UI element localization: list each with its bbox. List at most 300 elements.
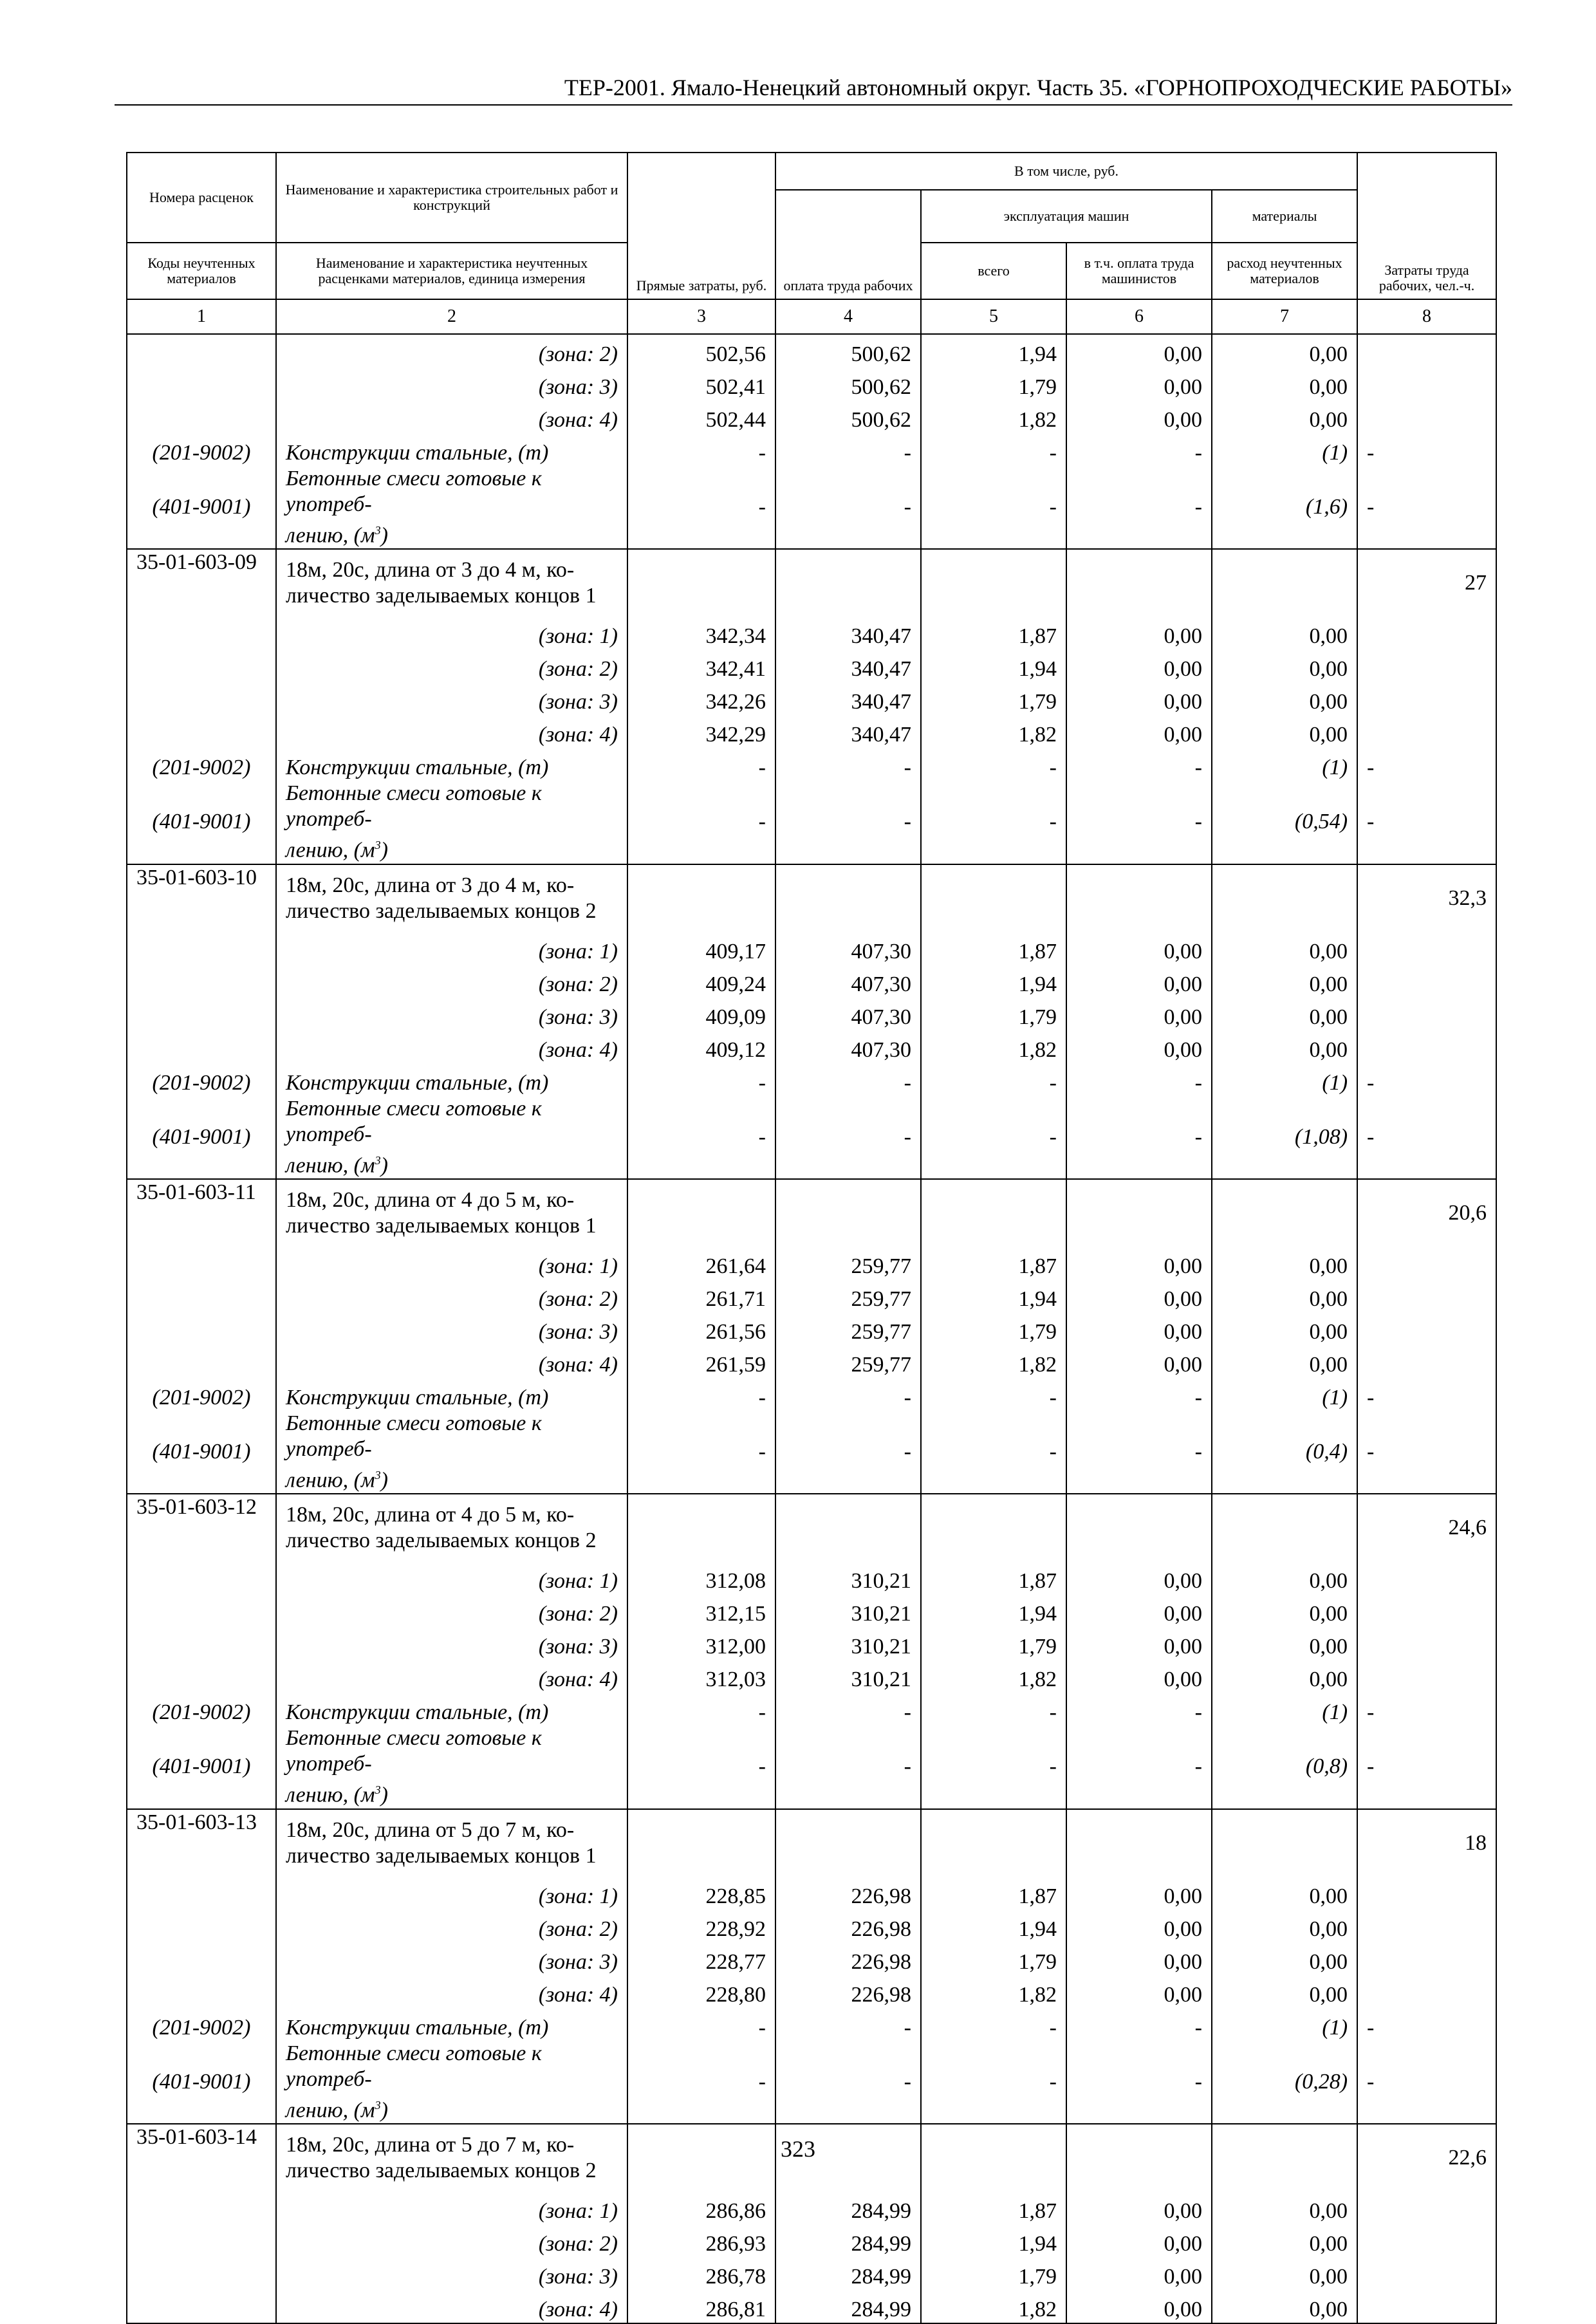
worker-pay-value: 284,99 <box>775 2224 921 2257</box>
zone-row <box>127 400 1496 433</box>
col-uncounted-codes: Коды неучтенных материалов <box>127 243 276 299</box>
direct-costs-value: 261,59 <box>627 1345 775 1378</box>
empty-cell <box>1212 549 1357 617</box>
resource-code: (201-9002) <box>127 1063 276 1096</box>
empty-cell <box>127 2290 276 2323</box>
zone-row <box>127 2224 1496 2257</box>
zone-row <box>127 2290 1496 2323</box>
labor-cost: 27 <box>1357 549 1496 617</box>
rate-title-row <box>127 1494 1496 1561</box>
rate-description-line: личество заделываемых концов 2 <box>286 2158 597 2182</box>
zone-row <box>127 334 1496 367</box>
materials-value: 0,00 <box>1212 1279 1357 1312</box>
resource-row-steel <box>127 2008 1496 2041</box>
operator-pay-value: 0,00 <box>1066 1594 1212 1627</box>
operator-pay-value: 0,00 <box>1066 617 1212 649</box>
resource-dash: - <box>1357 781 1496 864</box>
worker-pay-value: 259,77 <box>775 1247 921 1279</box>
resource-unit-exponent: 3 <box>375 1153 381 1167</box>
resource-name <box>276 2041 627 2124</box>
column-number: 8 <box>1357 299 1496 334</box>
worker-pay-value: 226,98 <box>775 1942 921 1975</box>
direct-costs-value: 261,64 <box>627 1247 775 1279</box>
resource-dash: - <box>775 433 921 466</box>
resource-code: (201-9002) <box>127 1693 276 1725</box>
worker-pay-value: 407,30 <box>775 932 921 965</box>
rate-description-line: личество заделываемых концов 2 <box>286 1529 597 1553</box>
column-number: 1 <box>127 299 276 334</box>
resource-dash: - <box>1066 2041 1212 2124</box>
machine-total-value: 1,94 <box>921 1279 1066 1312</box>
rate-code: 35-01-603-14 <box>127 2124 276 2191</box>
resource-dash: - <box>627 2008 775 2041</box>
machine-total-value: 1,87 <box>921 617 1066 649</box>
machine-total-value: 1,87 <box>921 1877 1066 1910</box>
page-number: 323 <box>781 2136 815 2162</box>
zone-label: (зона: 4) <box>276 1345 627 1378</box>
resource-dash: - <box>921 433 1066 466</box>
header-rule <box>115 104 1512 106</box>
resource-dash: - <box>921 1693 1066 1725</box>
resource-unit-text: лению, (м <box>286 1468 375 1492</box>
operator-pay-value: 0,00 <box>1066 1627 1212 1660</box>
resource-unit-close: ) <box>380 523 388 548</box>
operator-pay-value: 0,00 <box>1066 1877 1212 1910</box>
worker-pay-value: 407,30 <box>775 965 921 998</box>
rate-title-row <box>127 1809 1496 1877</box>
zone-row <box>127 1975 1496 2008</box>
resource-row-steel <box>127 433 1496 466</box>
operator-pay-value: 0,00 <box>1066 2257 1212 2290</box>
empty-cell <box>1357 1561 1496 1594</box>
machine-total-value: 1,79 <box>921 1942 1066 1975</box>
resource-row-concrete <box>127 466 1496 549</box>
zone-label: (зона: 3) <box>276 2257 627 2290</box>
machine-total-value: 1,87 <box>921 1561 1066 1594</box>
resource-name-line <box>286 1777 618 1808</box>
col-uncounted-names: Наименование и характеристика неучтенных расценками материалов, единица измерения <box>276 243 627 299</box>
materials-value: 0,00 <box>1212 617 1357 649</box>
resource-dash: - <box>921 781 1066 864</box>
resource-dash: - <box>1066 466 1212 549</box>
resource-dash: - <box>1066 1693 1212 1725</box>
resource-dash: - <box>1066 781 1212 864</box>
resource-row-steel <box>127 748 1496 781</box>
zone-label: (зона: 4) <box>276 715 627 748</box>
zone-row <box>127 715 1496 748</box>
resource-unit-exponent: 3 <box>375 1783 381 1797</box>
materials-value: 0,00 <box>1212 1660 1357 1693</box>
empty-cell <box>127 1627 276 1660</box>
zone-row <box>127 1247 1496 1279</box>
empty-cell <box>1357 1910 1496 1942</box>
empty-cell <box>627 549 775 617</box>
empty-cell <box>127 1910 276 1942</box>
direct-costs-value: 502,41 <box>627 367 775 400</box>
operator-pay-value: 0,00 <box>1066 998 1212 1030</box>
zone-label: (зона: 3) <box>276 1627 627 1660</box>
empty-cell <box>127 1030 276 1063</box>
rate-description <box>276 864 627 932</box>
empty-cell <box>127 649 276 682</box>
empty-cell <box>775 1494 921 1561</box>
resource-dash: - <box>775 1378 921 1411</box>
materials-value: 0,00 <box>1212 1975 1357 2008</box>
col-labor: Затраты труда рабочих, чел.-ч. <box>1357 153 1496 299</box>
empty-cell <box>1066 1494 1212 1561</box>
column-number: 5 <box>921 299 1066 334</box>
rate-description-line: 18м, 20с, длина от 5 до 7 м, ко- <box>286 1817 575 1842</box>
resource-name-line: Бетонные смеси готовые к употреб- <box>286 2041 542 2091</box>
resource-quantity: (1) <box>1212 2008 1357 2041</box>
machine-total-value: 1,79 <box>921 1312 1066 1345</box>
operator-pay-value: 0,00 <box>1066 649 1212 682</box>
materials-value: 0,00 <box>1212 1910 1357 1942</box>
rates-table <box>126 152 1497 2324</box>
col-worker-pay: оплата труда рабочих <box>775 190 921 299</box>
empty-cell <box>1212 1494 1357 1561</box>
empty-cell <box>775 549 921 617</box>
empty-cell <box>1357 1975 1496 2008</box>
resource-name-line: Бетонные смеси готовые к употреб- <box>286 467 542 516</box>
resource-dash: - <box>1066 433 1212 466</box>
resource-code: (201-9002) <box>127 748 276 781</box>
worker-pay-value: 310,21 <box>775 1660 921 1693</box>
resource-dash: - <box>921 466 1066 549</box>
zone-label: (зона: 2) <box>276 1910 627 1942</box>
zone-row <box>127 1627 1496 1660</box>
machine-total-value: 1,82 <box>921 2290 1066 2323</box>
rate-description-line: 18м, 20с, длина от 5 до 7 м, ко- <box>286 2132 575 2157</box>
materials-value: 0,00 <box>1212 1030 1357 1063</box>
zone-row <box>127 1594 1496 1627</box>
machine-total-value: 1,87 <box>921 1247 1066 1279</box>
rate-description-line: 18м, 20с, длина от 3 до 4 м, ко- <box>286 558 575 582</box>
materials-value: 0,00 <box>1212 1561 1357 1594</box>
materials-value: 0,00 <box>1212 367 1357 400</box>
operator-pay-value: 0,00 <box>1066 1975 1212 2008</box>
materials-value: 0,00 <box>1212 1877 1357 1910</box>
operator-pay-value: 0,00 <box>1066 1247 1212 1279</box>
empty-cell <box>127 2257 276 2290</box>
resource-dash: - <box>775 781 921 864</box>
column-number: 3 <box>627 299 775 334</box>
worker-pay-value: 284,99 <box>775 2257 921 2290</box>
column-number: 7 <box>1212 299 1357 334</box>
direct-costs-value: 342,41 <box>627 649 775 682</box>
materials-value: 0,00 <box>1212 2191 1357 2224</box>
empty-cell <box>1357 2290 1496 2323</box>
zone-label: (зона: 1) <box>276 932 627 965</box>
empty-cell <box>1357 617 1496 649</box>
zone-label: (зона: 1) <box>276 617 627 649</box>
resource-quantity: (1) <box>1212 748 1357 781</box>
empty-cell <box>127 998 276 1030</box>
empty-cell <box>1357 367 1496 400</box>
direct-costs-value: 342,34 <box>627 617 775 649</box>
direct-costs-value: 312,00 <box>627 1627 775 1660</box>
resource-row-steel <box>127 1063 1496 1096</box>
resource-row-concrete <box>127 1411 1496 1494</box>
resource-dash: - <box>1066 1096 1212 1179</box>
machine-total-value: 1,87 <box>921 2191 1066 2224</box>
rate-description <box>276 1179 627 1247</box>
resource-name: Конструкции стальные, (т) <box>276 433 627 466</box>
zone-row <box>127 998 1496 1030</box>
labor-cost: 18 <box>1357 1809 1496 1877</box>
machine-total-value: 1,94 <box>921 1594 1066 1627</box>
empty-cell <box>127 367 276 400</box>
col-machine-total: всего <box>921 243 1066 299</box>
col-operator-pay: в т.ч. оплата труда машинистов <box>1066 243 1212 299</box>
empty-cell <box>1357 682 1496 715</box>
resource-dash: - <box>627 1096 775 1179</box>
operator-pay-value: 0,00 <box>1066 1910 1212 1942</box>
empty-cell <box>127 1561 276 1594</box>
zone-label: (зона: 1) <box>276 1877 627 1910</box>
resource-dash: - <box>1357 466 1496 549</box>
operator-pay-value: 0,00 <box>1066 1660 1212 1693</box>
direct-costs-value: 286,78 <box>627 2257 775 2290</box>
empty-cell <box>1066 864 1212 932</box>
resource-dash: - <box>1066 2008 1212 2041</box>
rate-code: 35-01-603-13 <box>127 1809 276 1877</box>
direct-costs-value: 261,56 <box>627 1312 775 1345</box>
zone-label: (зона: 3) <box>276 1942 627 1975</box>
resource-dash: - <box>775 1063 921 1096</box>
empty-cell <box>127 965 276 998</box>
empty-cell <box>1357 1594 1496 1627</box>
resource-dash: - <box>921 2041 1066 2124</box>
empty-cell <box>1357 1279 1496 1312</box>
zone-label: (зона: 1) <box>276 2191 627 2224</box>
machine-total-value: 1,79 <box>921 367 1066 400</box>
rate-code: 35-01-603-09 <box>127 549 276 617</box>
empty-cell <box>1357 1627 1496 1660</box>
rate-description <box>276 1494 627 1561</box>
machine-total-value: 1,94 <box>921 2224 1066 2257</box>
resource-name-line: Бетонные смеси готовые к употреб- <box>286 781 542 832</box>
operator-pay-value: 0,00 <box>1066 334 1212 367</box>
resource-code: (201-9002) <box>127 2008 276 2041</box>
operator-pay-value: 0,00 <box>1066 1279 1212 1312</box>
resource-unit-exponent: 3 <box>375 524 381 537</box>
resource-dash: - <box>775 2008 921 2041</box>
labor-cost: 22,6 <box>1357 2124 1496 2191</box>
zone-row <box>127 1942 1496 1975</box>
zone-label: (зона: 2) <box>276 965 627 998</box>
rate-description-line: личество заделываемых концов 1 <box>286 1213 597 1238</box>
resource-row-steel <box>127 1378 1496 1411</box>
resource-dash: - <box>627 1693 775 1725</box>
resource-dash: - <box>627 781 775 864</box>
empty-cell <box>127 1279 276 1312</box>
resource-quantity: (1) <box>1212 433 1357 466</box>
resource-dash: - <box>1066 1411 1212 1494</box>
resource-dash: - <box>627 1411 775 1494</box>
zone-label: (зона: 1) <box>276 1561 627 1594</box>
operator-pay-value: 0,00 <box>1066 2290 1212 2323</box>
zone-label: (зона: 3) <box>276 682 627 715</box>
direct-costs-value: 342,29 <box>627 715 775 748</box>
empty-cell <box>127 334 276 367</box>
worker-pay-value: 310,21 <box>775 1594 921 1627</box>
materials-value: 0,00 <box>1212 2290 1357 2323</box>
empty-cell <box>921 549 1066 617</box>
worker-pay-value: 284,99 <box>775 2191 921 2224</box>
col-rate-numbers: Номера расценок <box>127 153 276 243</box>
zone-row <box>127 932 1496 965</box>
resource-dash: - <box>1357 1693 1496 1725</box>
empty-cell <box>921 1494 1066 1561</box>
direct-costs-value: 228,80 <box>627 1975 775 2008</box>
empty-cell <box>127 1312 276 1345</box>
resource-dash: - <box>921 2008 1066 2041</box>
rate-description <box>276 549 627 617</box>
resource-dash: - <box>627 1725 775 1808</box>
empty-cell <box>1357 1247 1496 1279</box>
rate-description-line: 18м, 20с, длина от 3 до 4 м, ко- <box>286 873 575 897</box>
zone-row <box>127 649 1496 682</box>
machine-total-value: 1,82 <box>921 1975 1066 2008</box>
empty-cell <box>127 2224 276 2257</box>
empty-cell <box>1212 1179 1357 1247</box>
direct-costs-value: 342,26 <box>627 682 775 715</box>
empty-cell <box>1066 1809 1212 1877</box>
operator-pay-value: 0,00 <box>1066 1561 1212 1594</box>
worker-pay-value: 340,47 <box>775 617 921 649</box>
empty-cell <box>775 864 921 932</box>
resource-name <box>276 1725 627 1808</box>
resource-name <box>276 1096 627 1179</box>
zone-label: (зона: 1) <box>276 1247 627 1279</box>
operator-pay-value: 0,00 <box>1066 1312 1212 1345</box>
operator-pay-value: 0,00 <box>1066 1345 1212 1378</box>
resource-name-line <box>286 1462 618 1493</box>
column-numbers-row <box>127 299 1496 334</box>
machine-total-value: 1,79 <box>921 2257 1066 2290</box>
worker-pay-value: 310,21 <box>775 1561 921 1594</box>
worker-pay-value: 284,99 <box>775 2290 921 2323</box>
materials-value: 0,00 <box>1212 965 1357 998</box>
direct-costs-value: 312,03 <box>627 1660 775 1693</box>
direct-costs-value: 409,09 <box>627 998 775 1030</box>
zone-label: (зона: 4) <box>276 1030 627 1063</box>
resource-dash: - <box>627 1063 775 1096</box>
resource-dash: - <box>1357 2008 1496 2041</box>
empty-cell <box>1212 864 1357 932</box>
direct-costs-value: 312,15 <box>627 1594 775 1627</box>
empty-cell <box>627 1179 775 1247</box>
machine-total-value: 1,94 <box>921 1910 1066 1942</box>
operator-pay-value: 0,00 <box>1066 2191 1212 2224</box>
empty-cell <box>127 1345 276 1378</box>
resource-quantity: (1) <box>1212 1693 1357 1725</box>
resource-dash: - <box>1357 433 1496 466</box>
resource-unit-exponent: 3 <box>375 1468 381 1482</box>
resource-dash: - <box>627 2041 775 2124</box>
rate-code: 35-01-603-12 <box>127 1494 276 1561</box>
worker-pay-value: 500,62 <box>775 334 921 367</box>
machine-total-value: 1,79 <box>921 1627 1066 1660</box>
resource-name <box>276 466 627 549</box>
resource-name-line: Бетонные смеси готовые к употреб- <box>286 1726 542 1776</box>
resource-unit-text: лению, (м <box>286 1153 375 1177</box>
resource-quantity: (0,4) <box>1212 1411 1357 1494</box>
empty-cell <box>127 1942 276 1975</box>
empty-cell <box>127 617 276 649</box>
rate-description-line: 18м, 20с, длина от 4 до 5 м, ко- <box>286 1187 575 1212</box>
materials-value: 0,00 <box>1212 1345 1357 1378</box>
resource-unit-text: лению, (м <box>286 2097 375 2122</box>
resource-dash: - <box>1357 1725 1496 1808</box>
resource-dash: - <box>775 1096 921 1179</box>
worker-pay-value: 310,21 <box>775 1627 921 1660</box>
worker-pay-value: 340,47 <box>775 715 921 748</box>
col-direct-costs: Прямые затраты, руб. <box>627 153 775 299</box>
machine-total-value: 1,94 <box>921 649 1066 682</box>
empty-cell <box>127 1660 276 1693</box>
worker-pay-value: 259,77 <box>775 1279 921 1312</box>
resource-code: (201-9002) <box>127 1378 276 1411</box>
direct-costs-value: 312,08 <box>627 1561 775 1594</box>
materials-value: 0,00 <box>1212 1594 1357 1627</box>
resource-dash: - <box>921 1096 1066 1179</box>
worker-pay-value: 226,98 <box>775 1877 921 1910</box>
operator-pay-value: 0,00 <box>1066 400 1212 433</box>
resource-name-line: Бетонные смеси готовые к употреб- <box>286 1096 542 1146</box>
resource-dash: - <box>1357 1063 1496 1096</box>
empty-cell <box>127 715 276 748</box>
resource-dash: - <box>921 1063 1066 1096</box>
zone-label: (зона: 2) <box>276 1279 627 1312</box>
col-including: В том числе, руб. <box>775 153 1357 190</box>
zone-label: (зона: 2) <box>276 1594 627 1627</box>
resource-dash: - <box>627 466 775 549</box>
empty-cell <box>1357 1660 1496 1693</box>
operator-pay-value: 0,00 <box>1066 1942 1212 1975</box>
resource-code: (201-9002) <box>127 433 276 466</box>
zone-label: (зона: 2) <box>276 334 627 367</box>
direct-costs-value: 261,71 <box>627 1279 775 1312</box>
empty-cell <box>775 1179 921 1247</box>
rate-description-line: личество заделываемых концов 1 <box>286 584 597 608</box>
empty-cell <box>1357 1877 1496 1910</box>
empty-cell <box>1357 2224 1496 2257</box>
empty-cell <box>627 1809 775 1877</box>
resource-dash: - <box>1066 1725 1212 1808</box>
machine-total-value: 1,79 <box>921 998 1066 1030</box>
empty-cell <box>127 1975 276 2008</box>
resource-name-line <box>286 2092 618 2123</box>
resource-name-line: Бетонные смеси готовые к употреб- <box>286 1411 542 1461</box>
empty-cell <box>1357 649 1496 682</box>
rate-code: 35-01-603-10 <box>127 864 276 932</box>
resource-dash: - <box>775 466 921 549</box>
resource-unit-close: ) <box>380 1783 388 1807</box>
direct-costs-value: 502,44 <box>627 400 775 433</box>
resource-dash: - <box>1066 748 1212 781</box>
resource-quantity: (0,54) <box>1212 781 1357 864</box>
operator-pay-value: 0,00 <box>1066 965 1212 998</box>
rate-code: 35-01-603-11 <box>127 1179 276 1247</box>
resource-name <box>276 1411 627 1494</box>
resource-dash: - <box>1357 1378 1496 1411</box>
direct-costs-value: 286,93 <box>627 2224 775 2257</box>
column-number: 6 <box>1066 299 1212 334</box>
rate-description-line: 18м, 20с, длина от 4 до 5 м, ко- <box>286 1503 575 1527</box>
resource-quantity: (0,28) <box>1212 2041 1357 2124</box>
